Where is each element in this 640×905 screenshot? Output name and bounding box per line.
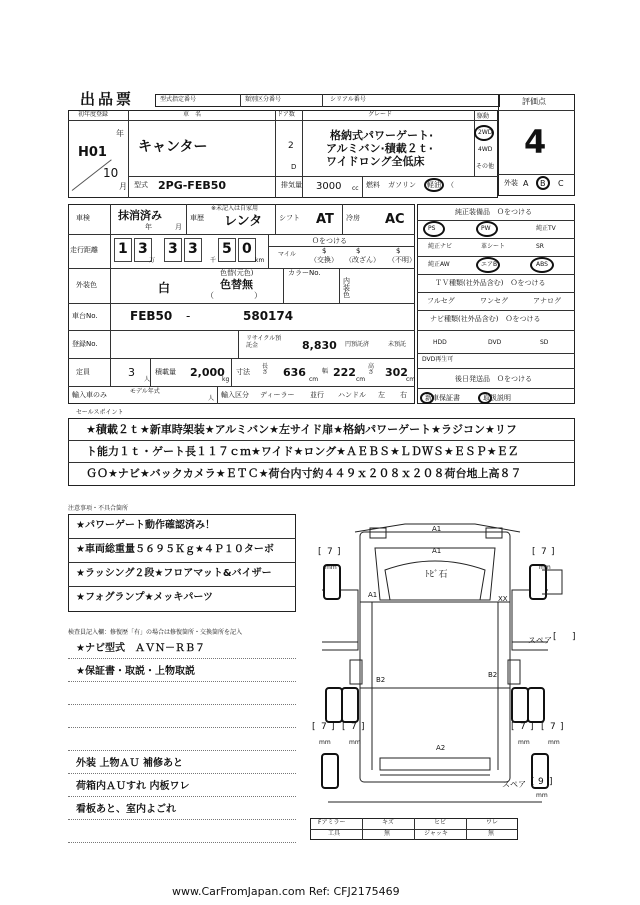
note-2: ★車両総重量５６９５Ｋｇ★４Ｐ１０ターボ (76, 544, 274, 555)
length: 636 (283, 366, 306, 379)
first-reg-year: H01 (78, 145, 107, 160)
mileage-digit: 3 (168, 241, 178, 257)
grade-line-2: アルミバン·積載２ｔ· (326, 142, 433, 155)
page-title: 出品票 (80, 90, 135, 108)
tire-unit: mm (548, 739, 560, 746)
mileage-digit: 0 (242, 241, 252, 257)
watermark: www.CarFromJapan.com Ref: CFJ2175469 (172, 885, 400, 898)
label-xx-right: XX (498, 595, 508, 603)
equipment-item: エアB (481, 261, 498, 268)
shift-value: AT (316, 212, 334, 227)
inspector-line-rule (68, 704, 296, 705)
mileage-digit: 1 (118, 241, 128, 257)
inspector-line: 荷箱内ＡＵすれ 内板ワレ (76, 781, 190, 792)
height: 302 (385, 366, 408, 379)
grade-label: グレード (368, 111, 393, 118)
equipment-item: PS (428, 225, 436, 232)
drive-label: 駆動 (477, 113, 490, 120)
label-a2-bottom: A2 (436, 744, 446, 752)
note-3: ★ラッシング２段★フロアマット&バイザー (76, 568, 272, 579)
door-label: ドア数 (277, 111, 295, 118)
inspector-line-rule (68, 842, 296, 843)
tire-depth: 7 (550, 722, 556, 732)
sales-line-1: ★積載２ｔ★新車時架装★アルミバン★左サイド扉★格納パワーゲート★ラジコン★リフ (86, 423, 517, 436)
inspector-line: ★ナビ型式 ＡＶＮ－ＲＢ７ (76, 643, 205, 654)
inspector-line-rule (68, 681, 296, 682)
sales-line-2: ト能力１ｔ・ゲート長１１７ｃｍ★ワイド★ロング★ＡＥＢＳ★ＬＤＷＳ★ＥＳＰ★ＥＺ (86, 445, 519, 458)
label-b2-left: B2 (376, 676, 386, 684)
mileage-digit: 3 (138, 241, 148, 257)
inspector-line-rule (68, 819, 296, 820)
equipment-item: ABS (536, 261, 548, 268)
sales-line-3: ＧＯ★ナビ★バックカメラ★ＥＴＣ★荷台内寸約４４９ｘ２０８ｘ２０８荷台地上高８７ (86, 467, 522, 480)
fuel-selected: 軽油 (427, 181, 441, 189)
mileage-digit: 3 (188, 241, 198, 257)
inspector-line-rule (68, 773, 296, 774)
tire-depth: 7 (541, 547, 547, 557)
label-a1-second: A1 (432, 547, 442, 555)
equipment-item: 純正TV (536, 225, 556, 232)
spare-bottom-label: スペア (502, 780, 526, 789)
chassis-number: 580174 (243, 309, 294, 323)
label-windshield: ﾄﾋﾞ石 (425, 570, 448, 580)
inspector-line-rule (68, 750, 296, 751)
spare-bottom-value: 9 (538, 777, 544, 787)
category-label: 類別区分番号 (245, 96, 282, 103)
inspection-value: 抹消済み (118, 209, 162, 222)
spare-top-label: スペア (528, 636, 552, 645)
first-reg-label: 初年度登録 (78, 111, 109, 118)
serial-label: シリアル番号 (330, 96, 366, 103)
inspector-line: 外装 上物ＡＵ 補修あと (76, 758, 183, 769)
drive-2wd: 2WD (478, 129, 493, 136)
displacement: 3000 (316, 181, 342, 192)
tire-depth: 7 (321, 722, 327, 732)
capacity: 3 (128, 366, 135, 379)
inspector-line-rule (68, 658, 296, 659)
vehicle-name: キャンター (138, 139, 208, 155)
inspector-line-rule (68, 796, 296, 797)
mileage-digit: 5 (222, 241, 232, 257)
ac-value: AC (385, 212, 405, 227)
tire-depth: 7 (520, 722, 526, 732)
tire-unit: mm (518, 739, 530, 746)
equipment-item: 革シート (481, 243, 506, 250)
equipment-item: 純正AW (428, 261, 450, 268)
equipment-item: 純正ナビ (428, 243, 453, 250)
note-4: ★フォグランプ★メッキパーツ (76, 592, 214, 603)
name-label: 車 名 (183, 111, 202, 118)
equipment-item: PW (481, 225, 491, 232)
tire-unit: mm (349, 739, 361, 746)
tire-unit: mm (325, 564, 337, 571)
color-change: 色替無 (220, 278, 253, 291)
label-a1-top: A1 (432, 525, 442, 533)
equipment-item: SR (536, 243, 544, 250)
tire-unit: mm (539, 564, 551, 571)
cert-row (155, 94, 500, 107)
door-count: 2 (288, 141, 294, 151)
grade-line-1: 格納式パワーゲート· (330, 129, 434, 142)
recycle-amount: 8,830 (302, 339, 337, 352)
model-code: 2PG-FEB50 (158, 179, 227, 192)
inspector-line-rule (68, 727, 296, 728)
note-1: ★パワーゲート動作確認済み！ (76, 520, 215, 531)
first-reg-month: 10 (103, 166, 119, 180)
score-value: 4 (524, 123, 547, 161)
label-b2-right: B2 (488, 671, 498, 679)
label-a1-left: A1 (368, 591, 378, 599)
inspector-line: ★保証書・取説・上物取説 (76, 666, 195, 677)
tire-depth: 7 (351, 722, 357, 732)
model-cert-label: 型式指定番号 (160, 96, 197, 103)
grade-line-3: ワイドロング全低床 (326, 155, 425, 168)
score-label: 評価点 (522, 97, 546, 106)
history-value: レンタ (224, 214, 263, 229)
width: 222 (333, 366, 356, 379)
inspector-line: 看板あと、室内よごれ (76, 804, 176, 815)
exterior-color: 白 (158, 281, 171, 295)
chassis-prefix: FEB50 (130, 309, 173, 323)
tire-depth: 7 (327, 547, 333, 557)
tire-unit: mm (319, 739, 331, 746)
load-capacity: 2,000 (190, 366, 225, 379)
